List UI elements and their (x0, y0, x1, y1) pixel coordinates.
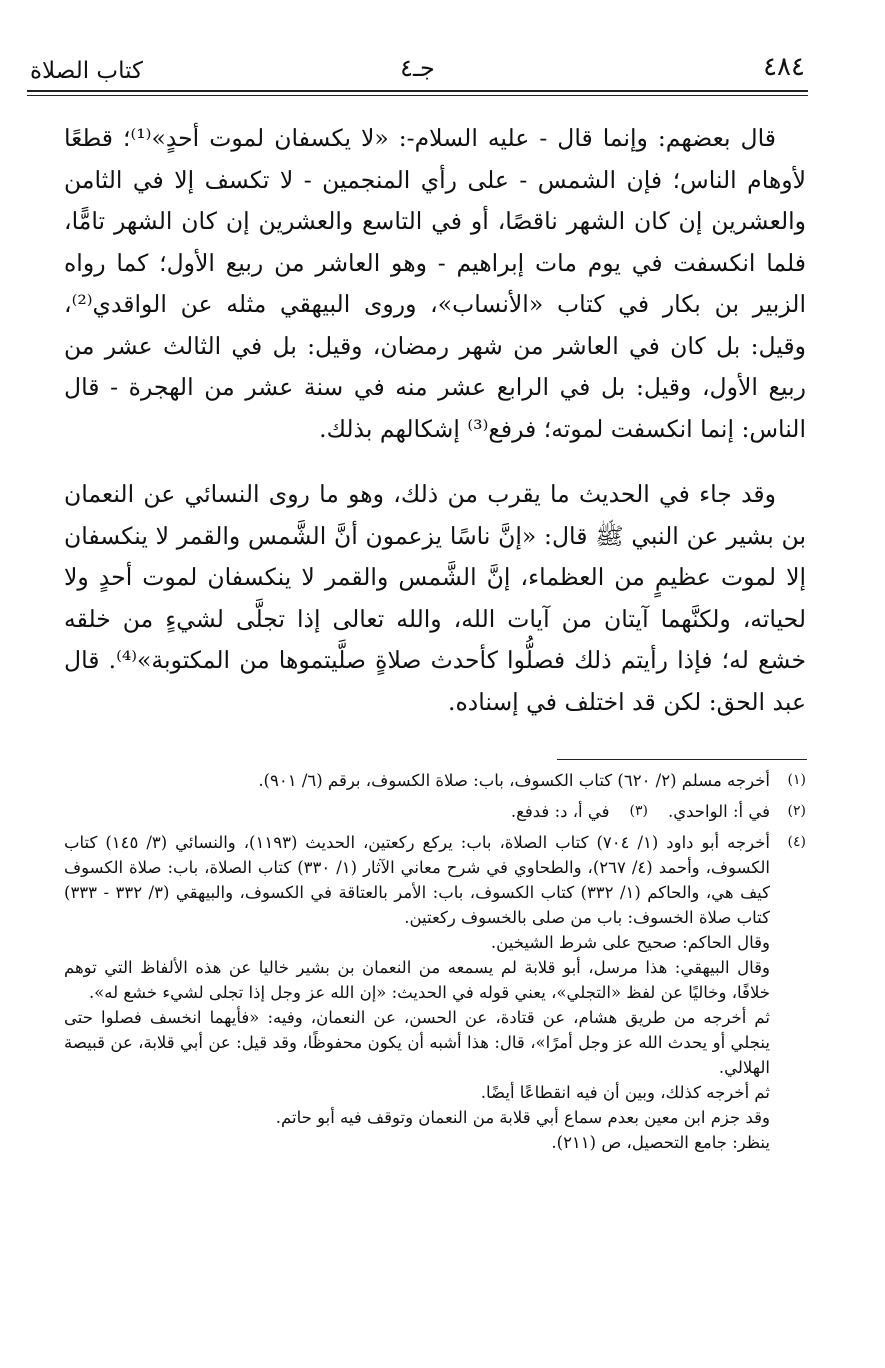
book-title: كتاب الصلاة (30, 58, 143, 84)
footnotes (64, 768, 806, 1155)
footnote-2-number: (٢) (787, 803, 806, 819)
footnote-4-number: (٤) (787, 834, 806, 850)
footnote-1-number: (١) (787, 772, 806, 788)
paragraph-2-text: وقد جاء في الحديث ما يقرب من ذلك، وهو ما روى النسائي عن النعمان بن بشير عن النبي ﷺ قال: «إنَّ ناسًا يزعمون أنَّ الشَّمس والقمر لا ينكسفان إلا لموت عظيمٍ من العظماء، إنَّ الشَّمس والقمر لا ينكسفان لموت أحدٍ ولا لحياته، ولكنَّهما آيتان من آيات الله، والله تعالى إذا تجلَّى لشيءٍ من خلقه خشع له؛ فإذا رأيتم ذلك فصلُّوا كأحدث صلاةٍ صلَّيتموها من المكتوبة»⁽⁴⁾. قال عبد الحق: لكن قد اختلف في إسناده. (64, 480, 806, 716)
page-number: ٤٨٤ (763, 52, 805, 82)
footnote-2-text: في أ: الواحدي. (667, 802, 770, 821)
footnote-1-text: أخرجه مسلم (٢/ ٦٢٠) كتاب الكسوف، باب: صلاة الكسوف، برقم (٦/ ٩٠١). (258, 771, 770, 790)
footnote-4-bayhaqi: وقال البيهقي: هذا مرسل، أبو قلابة لم يسمعه من النعمان بن بشير خاليا عن هذه الألفاظ التي توهم خلافًا، وخاليًا عن لفظ «التجلي»، يعني قوله في الحديث: «إن الله عز وجل إذا تجلى لشيء خشع له». (64, 958, 770, 1002)
footnote-4-reference: ينظر: جامع التحصيل، ص (٢١١). (551, 1133, 770, 1152)
footnote-2-3-row (64, 799, 806, 824)
footnote-4-hakim: وقال الحاكم: صحيح على شرط الشيخين. (490, 933, 770, 952)
footnote-4-hisham: ثم أخرجه من طريق هشام، عن قتادة، عن الحسن، عن النعمان، وفيه: «فأيهما انخسف فصلوا حتى ينجلي أو يحدث الله عز وجل أمرًا»، قال: هذا أشبه أن يكون محفوظًا، وقد قيل: عن أبي قلابة، عن قبيصة الهلالي. (64, 1008, 770, 1077)
paragraph-1 (64, 118, 806, 450)
footnote-1 (64, 768, 806, 793)
footnote-4 (64, 830, 806, 930)
footnote-separator (557, 759, 807, 760)
footnote-3-number: (٣) (629, 803, 648, 819)
paragraph-1-text: قال بعضهم: وإنما قال - عليه السلام-: «لا يكسفان لموت أحدٍ»⁽¹⁾؛ قطعًا لأوهام الناس؛ فإن الشمس - على رأي المنجمين - لا تكسف إلا في الثامن والعشرين إن كان الشهر ناقصًا، أو في التاسع والعشرين إن كان الشهر تامًّا، فلما انكسفت في يوم مات إبراهيم - وهو العاشر من ربيع الأول؛ كما رواه الزبير بن بكار في كتاب «الأنساب»، وروى البيهقي مثله عن الواقدي⁽²⁾، وقيل: بل كان في العاشر من شهر رمضان، وقيل: بل في الثالث عشر من ربيع الأول، وقيل: بل في الرابع عشر منه في سنة عشر من الهجرة - قال الناس: إنما انكسفت لموته؛ فرفع⁽³⁾ إشكالهم بذلك. (64, 124, 806, 443)
paragraph-2 (64, 474, 806, 723)
footnote-4-text: أخرجه أبو داود (١/ ٧٠٤) كتاب الصلاة، باب: يركع ركعتين، الحديث (١١٩٣)، والنسائي (٣/ ١٤٥) كتاب الكسوف، وأحمد (٤/ ٢٦٧)، والطحاوي في شرح معاني الآثار (١/ ٣٣٠) كتاب الصلاة، باب: صلاة الكسوف كيف هي، والحاكم (١/ ٣٣٢) كتاب الكسوف، باب: الأمر بالعتاقة في الكسوف، والبيهقي (٣/ ٣٣٢ - ٣٣٣) كتاب صلاة الخسوف: باب من صلى بالخسوف ركعتين. (64, 833, 771, 927)
footnote-3-text: في أ، د: فدفع. (510, 802, 610, 821)
footnote-4-inqita: ثم أخرجه كذلك، وبين أن فيه انقطاعًا أيضًا. (480, 1083, 770, 1102)
volume-label: جـ٤ (400, 54, 435, 82)
footnote-4-ibn-maeen: وقد جزم ابن معين بعدم سماع أبي قلابة من النعمان وتوقف فيه أبو حاتم. (275, 1108, 770, 1127)
header-rule-thick (27, 90, 808, 92)
header-rule-thin (27, 95, 808, 96)
